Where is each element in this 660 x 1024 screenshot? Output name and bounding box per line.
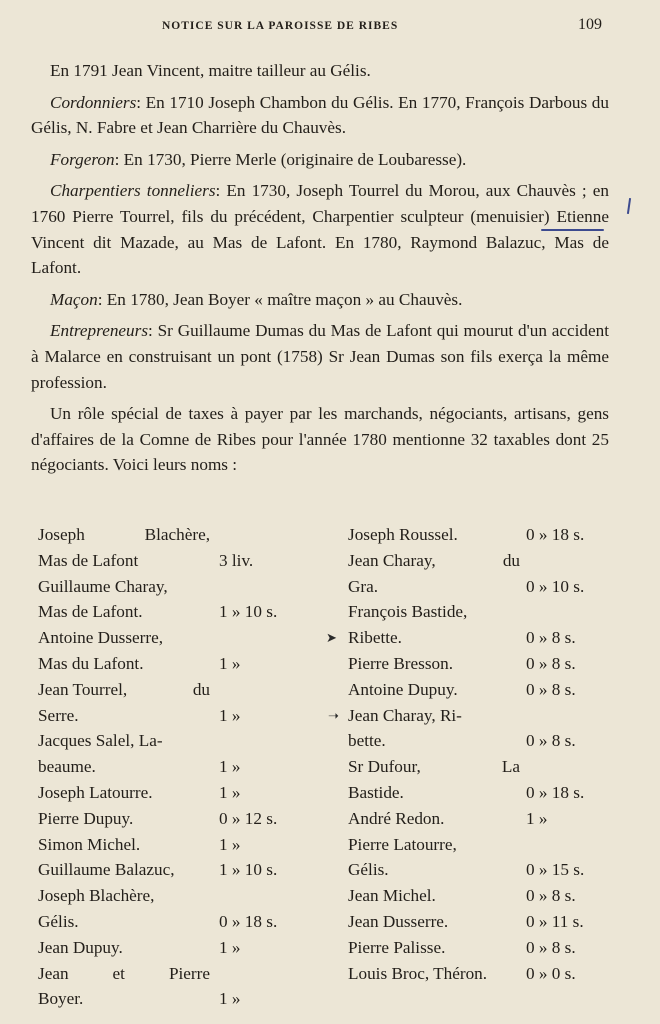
taxpayer-name: La [501, 757, 520, 777]
paragraph-label: Maçon [50, 289, 98, 309]
taxpayer-row [38, 728, 278, 754]
taxpayer-name: Joseph Latourre. [38, 782, 153, 802]
taxpayer-name: Jean Dusserre. [348, 911, 449, 931]
taxpayer-name: Joseph [38, 525, 85, 544]
taxpayer-row [38, 832, 278, 858]
paragraph-entrepreneurs [31, 318, 609, 395]
taxpayer-name: Jean Michel. [348, 886, 436, 906]
taxpayer-row [328, 703, 618, 729]
taxpayer-name: François Bastide, [348, 602, 468, 622]
paragraph-text: : En 1730, Joseph Tourrel du Morou, aux Chauvès ; en 1760 Pierre Tourrel, fils du précédent, Charpentier sculpteur (menuisier) Etienne Vincent dit Mazade, au Mas de Lafont. En 1780, Raymond Balazuc, Mas de Lafont. [31, 181, 609, 278]
pen-margin-mark [627, 198, 631, 214]
taxpayer-name: Ribette. [348, 628, 402, 648]
body-text [31, 58, 609, 484]
paragraph-label: Cordonniers [50, 92, 137, 112]
taxpayer-tax: 1 » 10 s. [219, 860, 278, 880]
taxpayer-row [348, 832, 618, 858]
taxpayer-name: Pierre Latourre, [348, 834, 457, 854]
paragraph-text: Un rôle spécial de taxes à payer par les marchands, négociants, artisans, gens d'affaires de la Comne de Ribes pour l'année 1780 mentionne 32 taxables dont 25 négociants. Voici leurs noms : [31, 404, 609, 475]
taxpayer-name: Pierre Bresson. [348, 653, 454, 673]
taxpayer-name: Mas de Lafont [38, 550, 139, 570]
paragraph-charpentiers [31, 178, 609, 280]
taxpayer-tax: 1 » [219, 653, 241, 673]
taxpayer-name: Pierre Palisse. [348, 937, 446, 957]
taxpayer-row [38, 703, 278, 729]
running-head [0, 18, 660, 38]
taxpayer-name: beaume. [38, 757, 96, 777]
taxpayer-row [38, 857, 278, 883]
taxpayer-column-left [38, 522, 278, 1012]
taxpayer-name: Gélis. [348, 860, 389, 880]
taxpayer-row [348, 806, 618, 832]
pen-underline-mark [541, 229, 604, 231]
taxpayer-row [348, 857, 618, 883]
taxpayer-tax: 0 » 8 s. [526, 653, 576, 673]
taxpayer-tax: 0 » 0 s. [526, 963, 576, 983]
taxpayer-name: Antoine Dupuy. [348, 679, 458, 699]
taxpayer-tax: 1 » [219, 757, 241, 777]
taxpayer-name: Louis Broc, Théron. [348, 963, 488, 983]
taxpayer-row [326, 625, 618, 651]
taxpayer-tax: 0 » 15 s. [526, 860, 585, 880]
paragraph-label: Forgeron [50, 149, 115, 169]
taxpayer-tax: 0 » 8 s. [526, 937, 576, 957]
taxpayer-row [348, 780, 618, 806]
paragraph-text: : En 1710 Joseph Chambon du Gélis. En 1770, François Darbous du Gélis, N. Fabre et Jean Charrière du Chauvès. [31, 92, 609, 138]
taxpayer-name: du [192, 679, 210, 699]
taxpayer-tax: 0 » 18 s. [526, 782, 585, 802]
taxpayer-tax: 0 » 18 s. [526, 525, 585, 544]
taxpayer-name: Serre. [38, 705, 79, 725]
taxpayer-name: Gra. [348, 576, 379, 596]
taxpayer-row [348, 961, 618, 987]
taxpayer-tax: 0 » 8 s. [526, 886, 576, 906]
taxpayer-row [348, 651, 618, 677]
taxpayer-row [348, 522, 618, 548]
taxpayer-tax: 0 » 18 s. [219, 911, 278, 931]
paragraph-tailleur [31, 58, 609, 84]
taxpayer-row [38, 548, 278, 574]
taxpayer-name: Jean Dupuy. [38, 937, 123, 957]
taxpayer-tax: 1 » [219, 989, 241, 1009]
taxpayer-row [38, 599, 278, 625]
taxpayer-tax: 0 » 10 s. [526, 576, 585, 596]
taxpayer-name: Joseph Blachère, [38, 886, 155, 906]
taxpayer-tax: 0 » 11 s. [526, 911, 584, 931]
taxpayer-row [348, 599, 618, 625]
taxpayer-name: et [112, 963, 125, 983]
pen-arrow-icon: ➤ [326, 630, 337, 646]
pen-arrow-icon: ➝ [328, 707, 339, 723]
taxpayer-tax: 1 » [219, 705, 241, 725]
taxpayer-tax: 3 liv. [219, 550, 254, 570]
paragraph-role-taxes [31, 401, 609, 478]
taxpayer-row [38, 935, 278, 961]
taxpayer-row [348, 883, 618, 909]
taxpayer-tax: 1 » [219, 782, 241, 802]
taxpayer-tax: 0 » 8 s. [526, 628, 576, 648]
running-title: NOTICE SUR LA PAROISSE DE RIBES [162, 20, 399, 32]
taxpayer-row [38, 986, 278, 1012]
taxpayer-row [38, 574, 278, 600]
paragraph-cordonniers [31, 90, 609, 141]
taxpayer-row [38, 677, 278, 703]
taxpayer-name: Guillaume Charay, [38, 576, 168, 596]
taxpayer-name: Pierre Dupuy. [38, 808, 134, 828]
taxpayer-tax: 0 » 8 s. [526, 731, 576, 751]
taxpayer-row [38, 909, 278, 935]
taxpayer-name: bette. [348, 731, 386, 751]
taxpayer-tax: 1 » [526, 808, 548, 828]
taxpayer-name: Simon Michel. [38, 834, 141, 854]
taxpayer-name: Gélis. [38, 911, 79, 931]
paragraph-text: : En 1780, Jean Boyer « maître maçon » au Chauvès. [97, 289, 463, 309]
taxpayer-tax: 0 » 12 s. [219, 808, 278, 828]
paragraph-text: : En 1730, Pierre Merle (originaire de Loubaresse). [114, 149, 467, 169]
taxpayer-name: Jean Charay, [348, 550, 436, 570]
taxpayer-row [38, 780, 278, 806]
paragraph-forgeron [31, 147, 609, 173]
taxpayer-row [38, 883, 278, 909]
taxpayer-row [348, 728, 618, 754]
taxpayer-row [38, 806, 278, 832]
taxpayer-name: Boyer. [38, 989, 84, 1009]
taxpayer-row [348, 548, 618, 574]
taxpayer-name: Mas du Lafont. [38, 653, 144, 673]
taxpayer-name: du [502, 550, 520, 570]
taxpayer-row [348, 935, 618, 961]
paragraph-label: Charpentiers tonneliers [50, 181, 216, 201]
taxpayer-row [348, 574, 618, 600]
taxpayer-name: Jean Tourrel, [38, 679, 128, 699]
taxpayer-column-right [326, 522, 618, 986]
taxpayer-name: André Redon. [348, 808, 445, 828]
taxpayer-row [38, 754, 278, 780]
taxpayer-name: Jean Charay, Ri- [348, 705, 462, 725]
taxpayer-name: Antoine Dusserre, [38, 628, 164, 648]
page-number: 109 [578, 16, 602, 33]
taxpayer-row [38, 961, 278, 987]
paragraph-text: En 1791 Jean Vincent, maitre tailleur au Gélis. [50, 61, 371, 80]
taxpayer-name: Joseph Roussel. [348, 525, 458, 544]
taxpayer-name: Jacques Salel, La- [38, 731, 163, 751]
taxpayer-row [348, 677, 618, 703]
taxpayer-name: Bastide. [348, 782, 404, 802]
taxpayer-row [38, 522, 278, 548]
taxpayer-tax: 0 » 8 s. [526, 679, 576, 699]
paragraph-label: Entrepreneurs [50, 321, 149, 341]
taxpayer-row [348, 909, 618, 935]
taxpayer-name: Blachère, [144, 525, 210, 544]
taxpayer-row [348, 754, 618, 780]
taxpayer-tax: 1 » 10 s. [219, 602, 278, 622]
taxpayer-name: Jean [38, 963, 69, 983]
taxpayer-name: Pierre [168, 963, 210, 983]
taxpayer-name: Guillaume Balazuc, [38, 860, 175, 880]
paragraph-macon [31, 287, 609, 313]
taxpayer-name: Sr Dufour, [348, 757, 421, 777]
taxpayer-name: Mas de Lafont. [38, 602, 143, 622]
paragraph-text: : Sr Guillaume Dumas du Mas de Lafont qui mourut d'un accident à Malarce en construisant un pont (1758) Sr Jean Dumas son fils exerça la même profession. [31, 321, 609, 392]
taxpayer-tax: 1 » [219, 937, 241, 957]
taxpayer-row [38, 651, 278, 677]
taxpayer-tax: 1 » [219, 834, 241, 854]
taxpayer-row [38, 625, 278, 651]
